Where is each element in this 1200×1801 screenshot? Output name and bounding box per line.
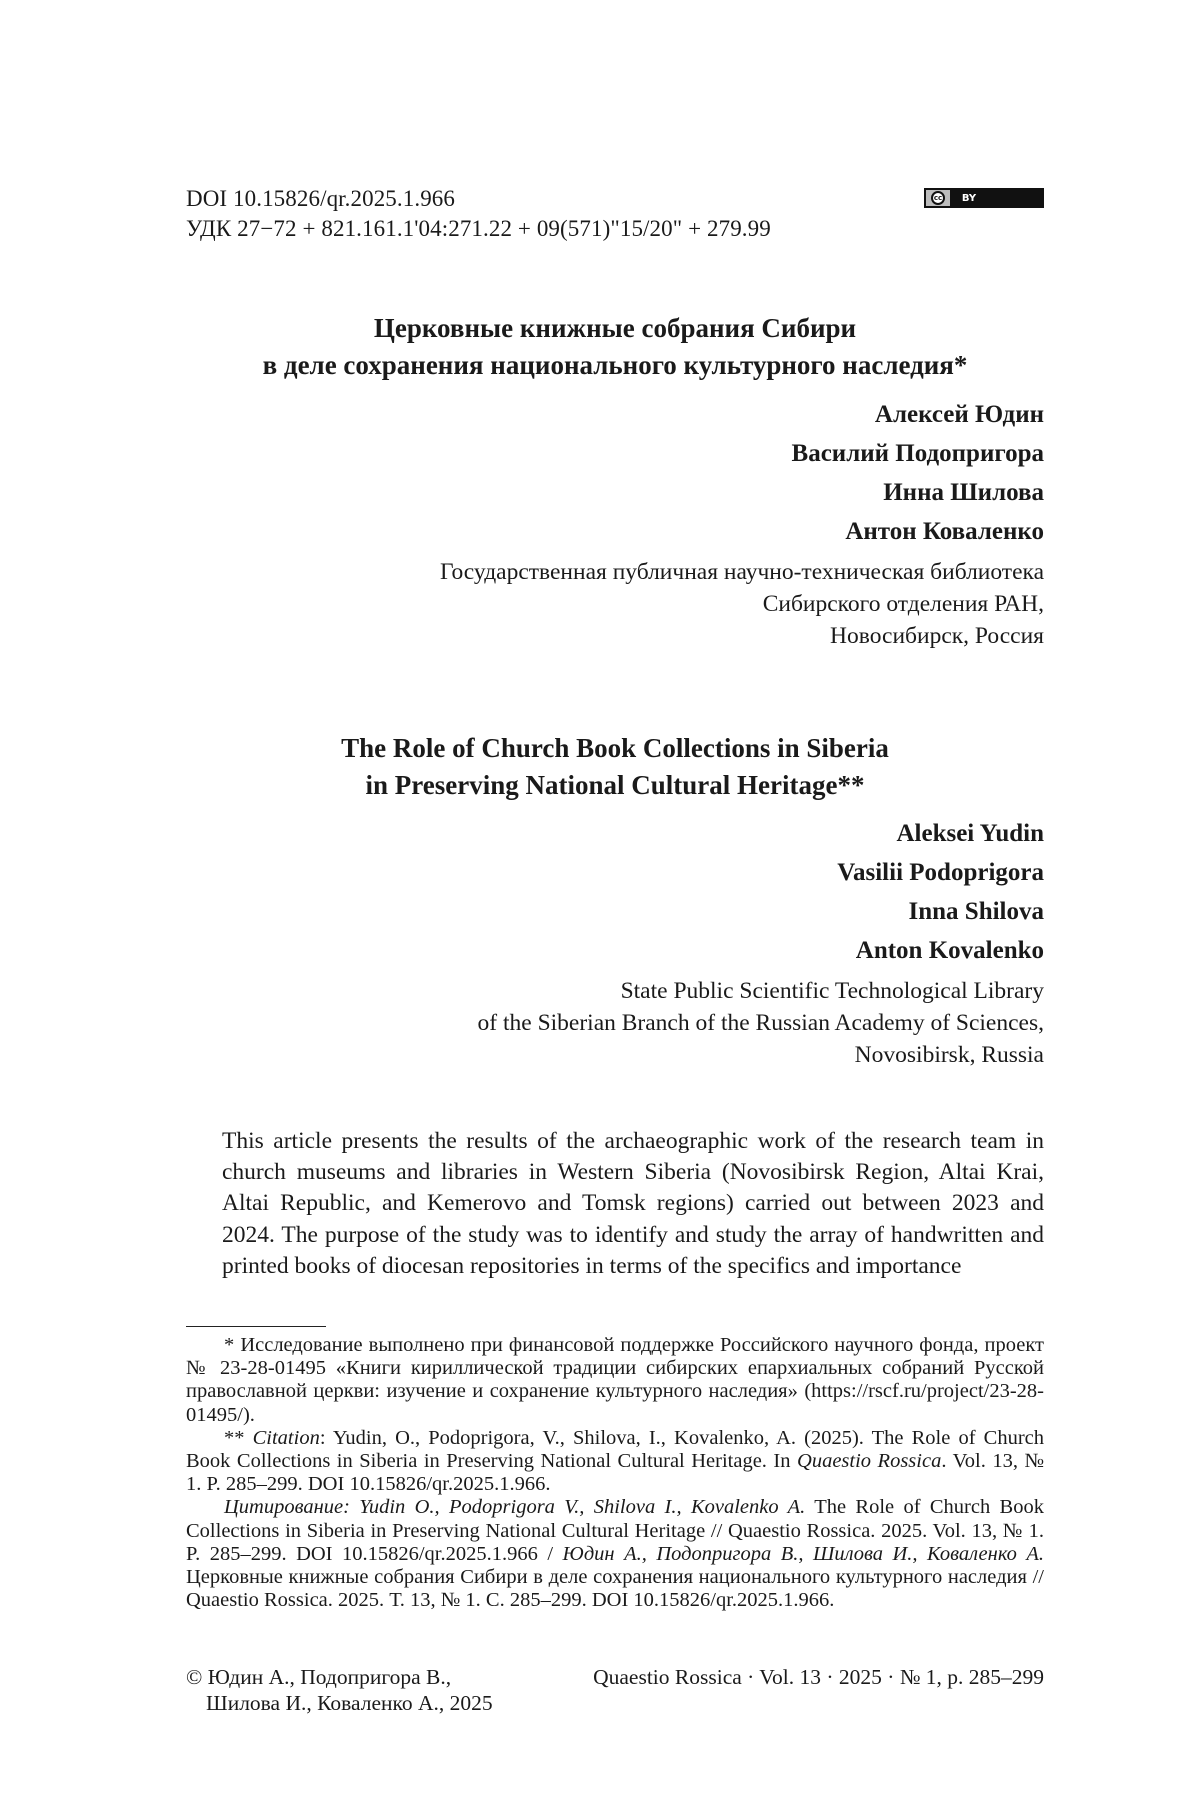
russian-author: Антон Коваленко xyxy=(845,518,1044,545)
cc-symbol: cc xyxy=(931,191,945,205)
cc-by-license-icon xyxy=(924,188,1044,208)
cc-by-label: BY xyxy=(952,190,986,206)
abstract-text: This article presents the results of the archaeographic work of the research team in church museums and libraries in Western Siberia (Novosibirsk Region, Altai Krai, Altai Republic, and Kemerovo and Tomsk regions) carried out between 2023 and 2024. The purpose of the study was to identify and study the array of handwritten and printed books of diocesan repositories in terms of the specifics and importance xyxy=(222,1128,1044,1279)
citation-text: : Yudin, O., Podoprigora, V., Shilova, I., Kovalenko, A. (2025). The Role of Church Book Collections in Siberia in Preserving National Cultural Heritage. In xyxy=(186,1426,1044,1473)
russian-title-line-1: Церковные книжные собрания Сибири xyxy=(373,313,857,343)
english-title xyxy=(186,730,1044,804)
english-title-line-2: in Preserving National Cultural Heritage** xyxy=(365,770,865,800)
copyright-line: Шилова И., Коваленко А., 2025 xyxy=(206,1691,493,1715)
footnote-marker: ** xyxy=(224,1426,253,1449)
journal-info: Quaestio Rossica · Vol. 13 · 2025 · № 1, p. 285–299 xyxy=(593,1665,1044,1689)
abstract xyxy=(222,1126,1044,1282)
russian-author: Инна Шилова xyxy=(883,479,1044,506)
footnotes xyxy=(186,1334,1044,1612)
english-title-line-1: The Role of Church Book Collections in Siberia xyxy=(341,733,889,763)
english-author: Inna Shilova xyxy=(908,898,1044,925)
russian-title-line-2: в деле сохранения национального культурного наследия* xyxy=(262,350,968,380)
affiliation-line: Novosibirsk, Russia xyxy=(854,1042,1044,1068)
footnote-citation-ru xyxy=(186,1496,1044,1612)
citation-label: Citation xyxy=(252,1426,320,1449)
citation-text: The Role of Church Book Collections in Siberia in Preserving National Cultural Heritage // Quaestio Rossica. 2025. Vol. 13, № 1. P. 285–299. DOI 10.15826/qr.2025.1.966 / xyxy=(186,1496,1044,1565)
citation-text: Церковные книжные собрания Сибири в деле сохранения национального культурного наследия // Quaestio Rossica. 2025. Т. 13, № 1. С. 285–299. DOI 10.15826/qr.2025.1.966. xyxy=(186,1566,1044,1612)
copyright-line: © Юдин А., Подопригора В., xyxy=(186,1665,452,1689)
russian-author: Алексей Юдин xyxy=(874,401,1044,428)
english-author: Aleksei Yudin xyxy=(896,820,1044,847)
citation-authors: Юдин А., Подопригора В., Шилова И., Коваленко А. xyxy=(562,1542,1045,1565)
affiliation-line: of the Siberian Branch of the Russian Academy of Sciences, xyxy=(477,1010,1044,1036)
copyright xyxy=(186,1664,493,1716)
citation-label: Цитирование xyxy=(224,1496,344,1519)
citation-text: . Vol. 13, № 1. P. 285–299. DOI 10.15826/qr.2025.1.966. xyxy=(186,1450,1045,1496)
affiliation-line: State Public Scientific Technological Library xyxy=(620,978,1044,1004)
footnote-divider xyxy=(186,1326,326,1327)
footnote-funding: * Исследование выполнено при финансовой поддержке Российского научного фонда, проект № 23-28-01495 «Книги кириллической традиции сибирских епархиальных собраний Русской православной церкви: изучение и сохранение культурного наследия» (https://rscf.ru/project/23-28-01495/). xyxy=(186,1334,1044,1426)
footnote-citation-en xyxy=(186,1427,1044,1497)
affiliation-line: Сибирского отделения РАН, xyxy=(762,591,1044,617)
english-affiliation xyxy=(478,975,1044,1071)
affiliation-line: Новосибирск, Россия xyxy=(830,623,1044,649)
russian-author: Василий Подопригора xyxy=(791,440,1044,467)
russian-title xyxy=(186,310,1044,384)
affiliation-line: Государственная публичная научно-техническая библиотека xyxy=(439,559,1044,585)
doi: DOI 10.15826/qr.2025.1.966 xyxy=(186,186,456,211)
russian-affiliation xyxy=(440,556,1044,652)
citation-authors: : Yudin O., Podoprigora V., Shilova I., Kovalenko A. xyxy=(343,1496,806,1519)
udk-code: УДК 27−72 + 821.161.1'04:271.22 + 09(571)"15/20" + 279.99 xyxy=(186,216,771,241)
english-author: Vasilii Podoprigora xyxy=(837,859,1044,886)
journal-name: Quaestio Rossica xyxy=(797,1450,942,1473)
english-author: Anton Kovalenko xyxy=(855,937,1044,964)
